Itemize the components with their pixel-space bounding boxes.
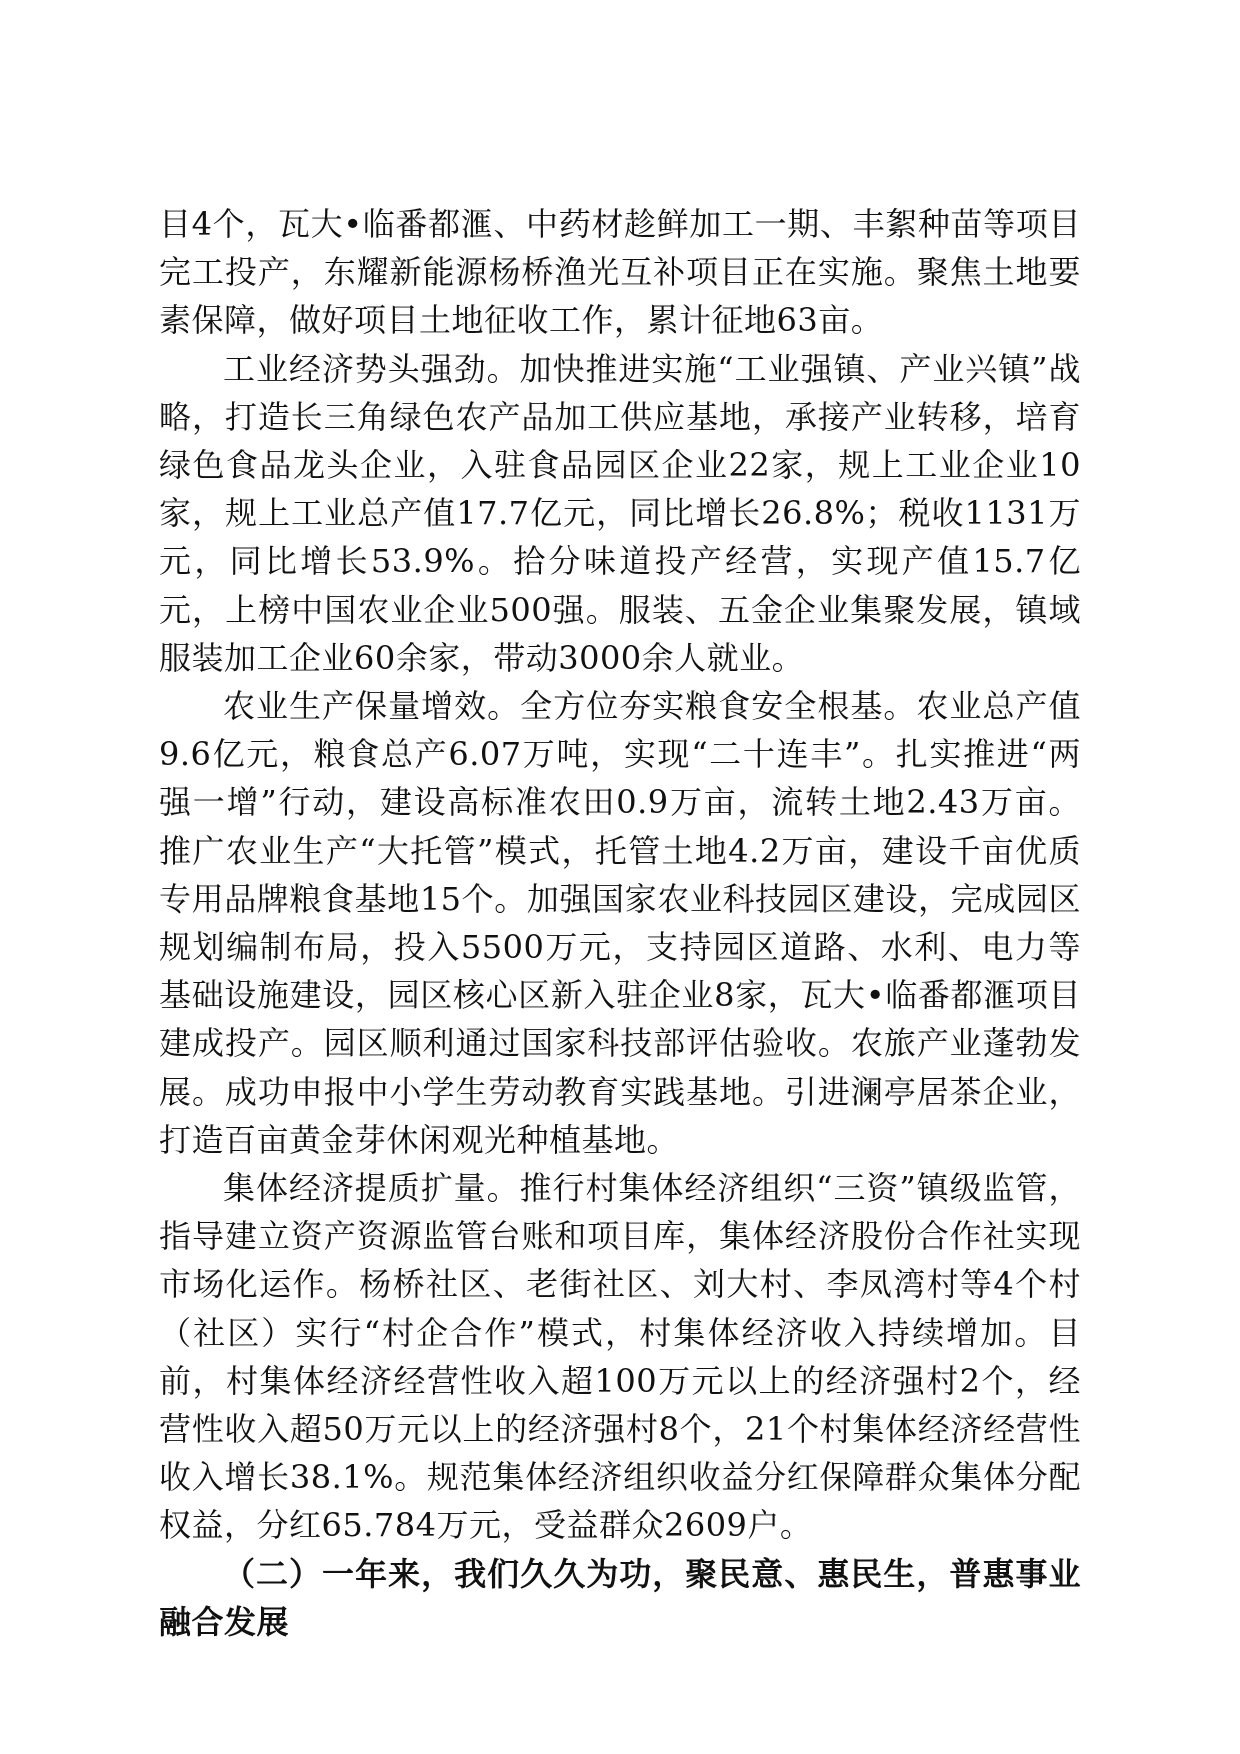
paragraph-collective-economy: 集体经济提质扩量。推行村集体经济组织“三资”镇级监管，指导建立资产资源监管台账和项目库，集体经济股份合作社实现市场化运作。杨桥社区、老街社区、刘大村、李凤湾村等4个村（社区）实行“村企合作”模式，村集体经济收入持续增加。目前，村集体经济经营性收入超100万元以上的经济强村2个，经营性收入超50万元以上的经济强村8个，21个村集体经济经营性收入增长38.1%。规范集体经济组织收益分红保障群众集体分配权益，分红65.784万元，受益群众2609户。 [159, 1169, 1081, 1545]
document-body [159, 200, 1081, 1646]
section-heading: （二）一年来，我们久久为功，聚民意、惠民生，普惠事业融合发展 [159, 1554, 1081, 1641]
paragraph-industrial-economy: 工业经济势头强劲。加快推进实施“工业强镇、产业兴镇”战略，打造长三角绿色农产品加工供应基地，承接产业转移，培育绿色食品龙头企业，入驻食品园区企业22家，规上工业企业10家，规上工业总产值17.7亿元，同比增长26.8%；税收1131万元，同比增长53.9%。拾分味道投产经营，实现产值15.7亿元，上榜中国农业企业500强。服装、五金企业集聚发展，镇域服装加工企业60余家，带动3000余人就业。 [159, 349, 1081, 677]
paragraph-agricultural-production: 农业生产保量增效。全方位夯实粮食安全根基。农业总产值9.6亿元，粮食总产6.07万吨，实现“二十连丰”。扎实推进“两强一增”行动，建设高标准农田0.9万亩，流转土地2.43万亩。推广农业生产“大托管”模式，托管土地4.2万亩，建设千亩优质专用品牌粮食基地15个。加强国家农业科技园区建设，完成园区规划编制布局，投入5500万元，支持园区道路、水利、电力等基础设施建设，园区核心区新入驻企业8家，瓦大•临番都滙项目建成投产。园区顺利通过国家科技部评估验收。农旅产业蓬勃发展。成功申报中小学生劳动教育实践基地。引进澜亭居茶企业，打造百亩黄金芽休闲观光种植基地。 [159, 687, 1081, 1159]
paragraph-project-continuation: 目4个，瓦大•临番都滙、中药材趁鲜加工一期、丰絮种苗等项目完工投产，东耀新能源杨桥渔光互补项目正在实施。聚焦土地要素保障，做好项目土地征收工作，累计征地63亩。 [159, 205, 1081, 340]
